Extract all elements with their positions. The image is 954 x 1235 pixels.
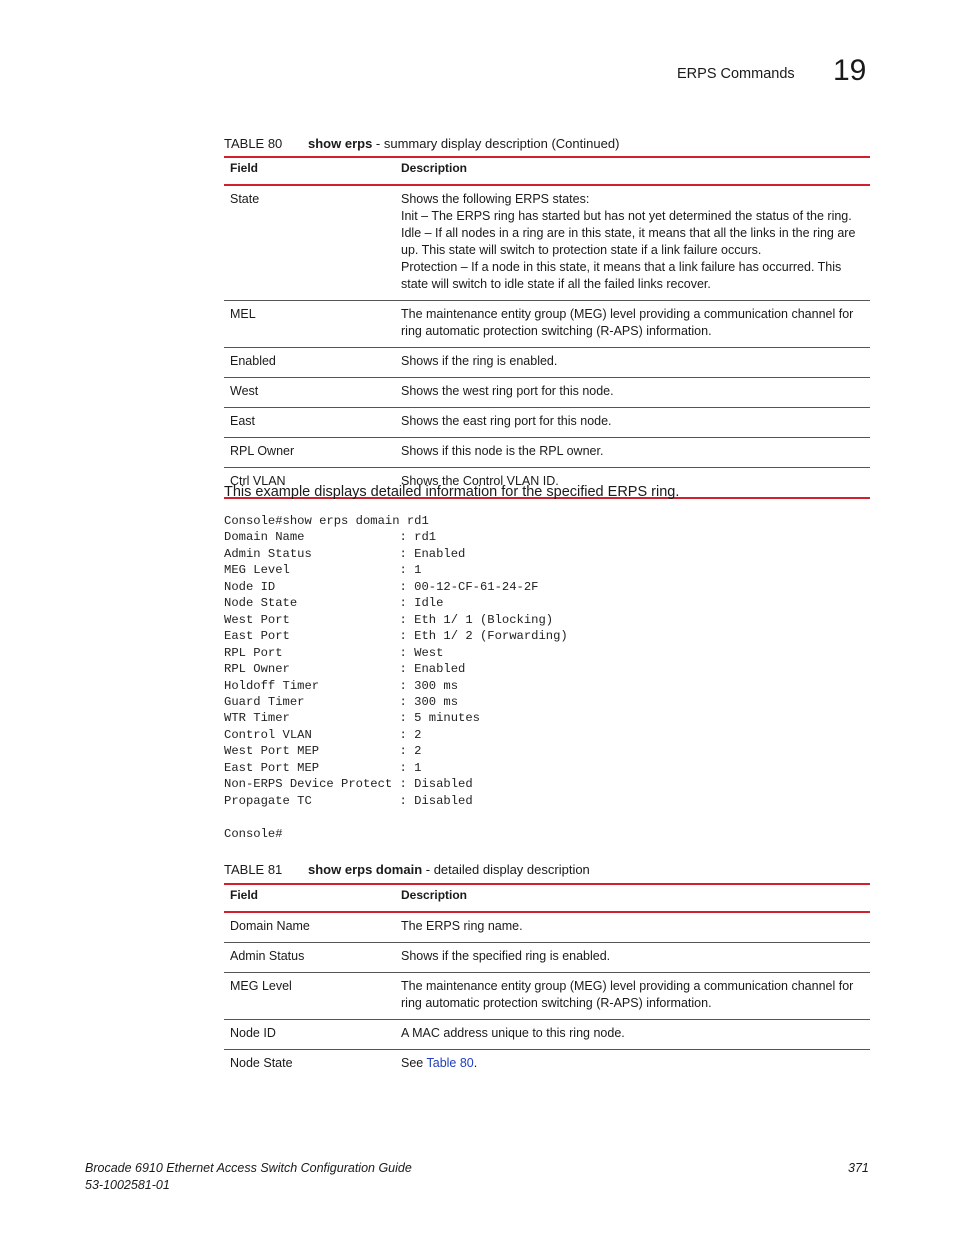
description-line: Init – The ERPS ring has started but has not yet determined the status of the ring. — [401, 209, 852, 223]
table-80-title: - summary display description (Continued) — [372, 136, 620, 151]
description-cell — [395, 1050, 870, 1080]
description-cell: Shows the east ring port for this node. — [395, 408, 870, 438]
description-cell: Shows the Control VLAN ID. — [395, 468, 870, 499]
field-cell: MEG Level — [224, 973, 395, 1020]
table-row — [224, 1020, 870, 1050]
field-cell: Node State — [230, 1056, 293, 1070]
footer-book-title: Brocade 6910 Ethernet Access Switch Configuration Guide — [85, 1161, 412, 1175]
field-cell: Enabled — [224, 348, 395, 378]
table-81-header-description: Description — [395, 884, 870, 912]
description-cell: Shows the west ring port for this node. — [395, 378, 870, 408]
description-cell: The ERPS ring name. — [395, 912, 870, 943]
description-cell: The maintenance entity group (MEG) level providing a communication channel for ring automatic protection switching (R-APS) information. — [395, 973, 870, 1020]
table-81-command: show erps domain — [308, 862, 423, 877]
field-cell: MEL — [224, 301, 395, 348]
description-prefix: See — [401, 1056, 427, 1070]
table-row — [224, 438, 870, 468]
table-row — [224, 973, 870, 1020]
field-cell: East — [224, 408, 395, 438]
running-header-section: ERPS Commands — [677, 66, 795, 82]
console-output: Console#show erps domain rd1 Domain Name : rd1 Admin Status : Enabled MEG Level : 1 Node ID : 00-12-CF-61-24-2F Node State : Idle West Port : Eth 1/ 1 (Blocking) East Port : Eth 1/ 2 (Forwarding) RPL Port : West RPL Owner : Enabled Holdoff Timer : 300 ms Guard Timer : 300 ms WTR Timer : 5 minutes Control VLAN : 2 West Port MEP : 2 East Port MEP : 1 Non-ERPS Device Protect : Disabled Propagate TC : Disabled Console# — [224, 514, 568, 841]
table-row — [224, 378, 870, 408]
field-cell: RPL Owner — [224, 438, 395, 468]
table-row — [224, 301, 870, 348]
table-81-title: - detailed display description — [422, 862, 590, 877]
field-cell: State — [224, 185, 395, 301]
example-intro-text: This example displays detailed information for the specified ERPS ring. — [224, 484, 680, 500]
page-number: 371 — [848, 1161, 869, 1175]
table-81-header-field: Field — [224, 884, 395, 912]
table-81-label: TABLE 81 — [224, 862, 283, 877]
table-80-header-description: Description — [395, 157, 870, 185]
description-cell: The maintenance entity group (MEG) level providing a communication channel for ring automatic protection switching (R-APS) information. — [395, 301, 870, 348]
description-cell: Shows if the specified ring is enabled. — [395, 943, 870, 973]
field-cell: Node ID — [224, 1020, 395, 1050]
table-80-caption — [224, 136, 619, 151]
table-row — [224, 408, 870, 438]
table-row — [224, 185, 870, 301]
field-cell: Ctrl VLAN — [224, 468, 395, 499]
description-line: Idle – If all nodes in a ring are in this state, it means that all the links in the ring are up. This state will switch to protection state if a link failure occurs. — [401, 226, 856, 257]
table-80 — [224, 156, 870, 499]
description-cell: Shows if this node is the RPL owner. — [395, 438, 870, 468]
footer-doc-number: 53-1002581-01 — [85, 1178, 170, 1192]
field-cell: Admin Status — [224, 943, 395, 973]
description-line: Protection – If a node in this state, it means that a link failure has occurred. This state will switch to idle state if all the failed links recover. — [401, 260, 842, 291]
table-row — [224, 943, 870, 973]
description-cell: Shows if the ring is enabled. — [395, 348, 870, 378]
field-cell: Domain Name — [224, 912, 395, 943]
table-80-label: TABLE 80 — [224, 136, 283, 151]
table-80-header-field: Field — [224, 157, 395, 185]
table-81-caption — [224, 862, 590, 877]
description-line: Shows the following ERPS states: — [401, 192, 590, 206]
field-cell: West — [224, 378, 395, 408]
table-80-link[interactable]: Table 80 — [426, 1056, 474, 1070]
table-row — [224, 912, 870, 943]
table-row — [224, 348, 870, 378]
description-cell — [395, 185, 870, 301]
description-suffix: . — [473, 1056, 478, 1070]
table-row — [224, 1050, 870, 1080]
description-cell: A MAC address unique to this ring node. — [395, 1020, 870, 1050]
table-80-command: show erps — [308, 136, 373, 151]
chapter-number: 19 — [833, 54, 867, 87]
table-81 — [224, 883, 870, 1079]
